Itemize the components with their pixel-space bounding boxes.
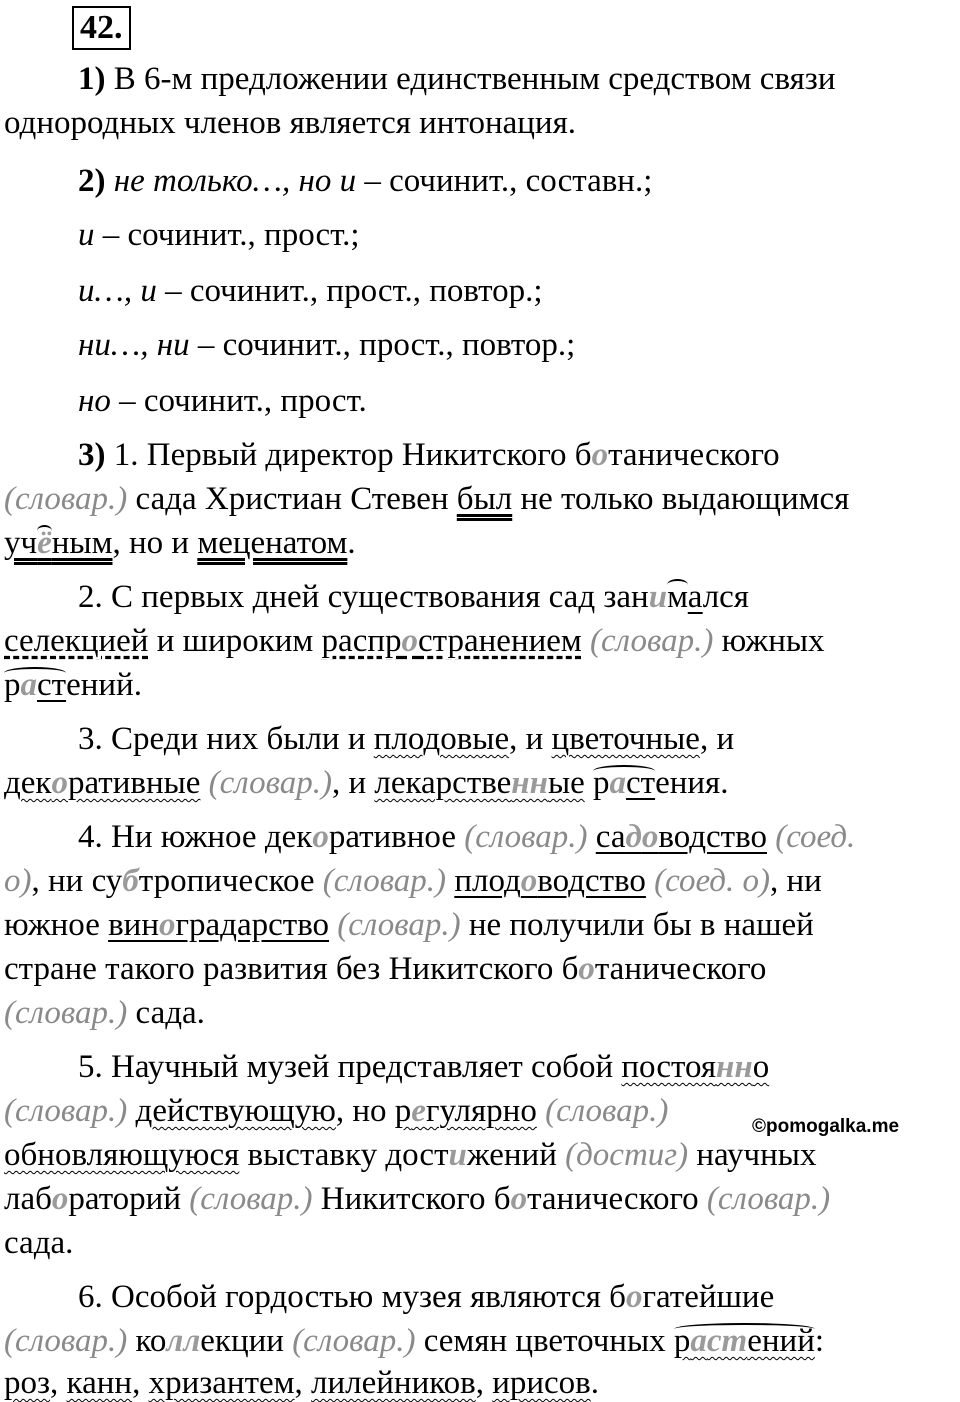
- word-part: ые: [547, 765, 585, 801]
- orthogram: и: [448, 1137, 467, 1173]
- p1-line1: [78, 60, 835, 98]
- list-item: канн: [66, 1365, 133, 1401]
- list-item: роз: [4, 1365, 51, 1401]
- s1-text-b: танического: [608, 437, 780, 473]
- s2-line1: [78, 578, 749, 616]
- list-item: хризантем: [148, 1365, 295, 1401]
- orthogram: о: [159, 907, 176, 943]
- orthogram: о: [625, 1279, 643, 1315]
- p2-line1: [78, 162, 652, 200]
- s4-text-a: 4. Ни южное дек: [78, 819, 313, 855]
- attribute-word: обновляющуюся: [4, 1137, 240, 1173]
- word-part: ративные: [67, 765, 201, 801]
- s4-line5: [4, 994, 205, 1032]
- word-part: вин: [108, 907, 159, 943]
- s5-text-k: сада.: [4, 1225, 74, 1261]
- s3-line1: [78, 720, 734, 758]
- s5-line5: [4, 1224, 73, 1262]
- s4-line4: [4, 950, 766, 988]
- s5-text-j: Никитского б: [320, 1181, 511, 1217]
- orthogram: а: [690, 1323, 707, 1359]
- s4-line3: [4, 906, 814, 944]
- p2-line2: [78, 216, 360, 254]
- orthogram: е: [411, 1093, 426, 1129]
- s4-text-h: не получили бы в нашей: [468, 907, 814, 943]
- s2-text-e: лся: [702, 579, 749, 615]
- task-number: 42.: [72, 6, 131, 50]
- s4-text-j: сада.: [135, 995, 205, 1031]
- word-part: р: [593, 765, 610, 801]
- dict-note: (словар.): [545, 1093, 669, 1129]
- s5-text-a: 5. Научный музей представляет собой: [78, 1049, 614, 1085]
- dict-note: (словар.): [292, 1323, 416, 1359]
- orthogram: о: [510, 1181, 528, 1217]
- s6-text-a: 6. Особой гордостью музея являются б: [78, 1279, 626, 1315]
- word-part: лаб: [4, 1181, 52, 1217]
- dict-note: (словар.): [322, 863, 447, 899]
- conj-3: и…, и: [78, 273, 157, 309]
- orthogram: д: [625, 819, 642, 855]
- word-part: р: [4, 667, 21, 703]
- dict-note: (словар.): [4, 481, 128, 517]
- s3-text-e: , и: [699, 721, 735, 757]
- dict-note: (словар.): [464, 819, 588, 855]
- word-part: о: [752, 1049, 770, 1085]
- attribute-word: плодовые: [373, 721, 510, 757]
- conj-5: но: [78, 383, 111, 419]
- s2-text-g: и широким: [156, 623, 314, 659]
- word-part: ко: [135, 1323, 167, 1359]
- dostig-note: (достиг): [565, 1137, 689, 1173]
- desc-1: – сочинит., составн.;: [364, 163, 653, 199]
- word-part: ений.: [66, 667, 142, 703]
- word-part: ения.: [655, 765, 729, 801]
- s1-line3: [4, 524, 356, 562]
- orthogram: а: [609, 765, 627, 801]
- dict-note: (словар.): [4, 1323, 128, 1359]
- object-word: селекцией: [4, 623, 149, 659]
- orthogram: о: [578, 951, 595, 987]
- s4-line1: [78, 818, 855, 856]
- s6-line3: роз, канн, хризантем, лилейников, ирисов.: [4, 1365, 600, 1401]
- root-letter: м: [667, 579, 688, 615]
- word-part: ным: [51, 525, 113, 561]
- p3-num: 3): [78, 437, 106, 473]
- s3-text-a: 3. Среди них были и: [78, 721, 366, 757]
- p1-text1: В 6-м предложении единственным средством связи: [113, 61, 836, 97]
- s5-line3: [4, 1136, 816, 1174]
- word-part: постоя: [621, 1049, 717, 1085]
- conj-2: и: [78, 217, 95, 253]
- orthogram: а: [20, 667, 37, 703]
- s6-text-c: семян цветочных: [423, 1323, 666, 1359]
- s6-line1: [78, 1278, 774, 1316]
- conj-1: не только…, но и: [113, 163, 357, 199]
- desc-4: – сочинит., прост., повтор.;: [197, 327, 576, 363]
- orthogram: ст: [706, 1323, 748, 1359]
- p1-num: 1): [78, 61, 106, 97]
- s5-text-h: научных: [696, 1137, 817, 1173]
- p1-text2: однородных членов является интонация.: [4, 105, 577, 141]
- p1-line2: [4, 104, 576, 142]
- s1-orthogram: о: [591, 437, 609, 473]
- s1-text-c: сада Христиан Стевен: [135, 481, 449, 517]
- s4-text-c: , ни су: [31, 863, 123, 899]
- s6-line2: [4, 1322, 824, 1360]
- s5-text-g: выставку дост: [247, 1137, 449, 1173]
- orthogram: о: [51, 765, 68, 801]
- p2-line3: [78, 272, 543, 310]
- s2-text-i: южных: [721, 623, 825, 659]
- word-part: тропическое: [138, 863, 315, 899]
- word-part: р: [394, 1093, 412, 1129]
- orthogram: о: [641, 819, 659, 855]
- dict-note: (словар.): [706, 1181, 831, 1217]
- suffix-letter: а: [687, 579, 703, 615]
- orthogram: о: [401, 623, 419, 659]
- dict-note: (словар.): [4, 1093, 128, 1129]
- word-part: водство: [658, 819, 767, 855]
- orthogram: нн: [716, 1049, 753, 1085]
- orthogram: лл: [166, 1323, 201, 1359]
- word-part: раторий: [68, 1181, 182, 1217]
- word-part: распр: [321, 623, 402, 659]
- soed-note: о): [4, 863, 32, 899]
- s2-line3: [4, 666, 142, 704]
- s2-text-a: 2. С первых дней существования сад зан: [78, 579, 649, 615]
- desc-3: – сочинит., прост., повтор.;: [165, 273, 543, 309]
- s1-text-a: 1. Первый директор Никитского б: [113, 437, 592, 473]
- word-part: р: [673, 1323, 691, 1359]
- s2-line2: [4, 622, 825, 660]
- p2-line4: [78, 326, 575, 364]
- attribute-word: цветочные: [551, 721, 700, 757]
- word-part: жений: [466, 1137, 557, 1173]
- word-part: ст: [626, 765, 656, 801]
- s3-text-c: , и: [509, 721, 544, 757]
- s1-text-e: не только выдающимся: [520, 481, 850, 517]
- word-part: танического: [527, 1181, 699, 1217]
- word-part: екции: [200, 1323, 284, 1359]
- orthogram: о: [312, 819, 329, 855]
- soed-note: (соед.: [775, 819, 856, 855]
- colon: :: [814, 1323, 825, 1359]
- list-item: ирисов: [492, 1365, 591, 1401]
- dict-note: (словар.): [4, 995, 128, 1031]
- s4-line2: [4, 862, 822, 900]
- s5-line2: [4, 1092, 668, 1130]
- p2-num: 2): [78, 163, 106, 199]
- word-part: гатейшие: [642, 1279, 775, 1315]
- list-item: лилейников: [311, 1365, 476, 1401]
- s1-text-g: , но и: [112, 525, 190, 561]
- word-part: плод: [454, 863, 521, 899]
- orthogram: нн: [511, 765, 548, 801]
- s4-text-i: стране такого развития без Никитского б: [4, 951, 579, 987]
- orthogram: о: [520, 863, 538, 899]
- dict-note: (словар.): [189, 1181, 313, 1217]
- s4-text-e: , ни: [769, 863, 822, 899]
- p2-line5: [78, 382, 367, 420]
- dict-note: (словар.): [590, 623, 714, 659]
- soed-note: (соед. о): [654, 863, 770, 899]
- orthogram: б: [122, 863, 139, 899]
- word-part: танического: [594, 951, 767, 987]
- word-part: гулярно: [425, 1093, 537, 1129]
- word-part: лекарстве: [374, 765, 512, 801]
- word-part: ст: [37, 667, 67, 703]
- desc-5: – сочинит., прост.: [119, 383, 367, 419]
- orthogram: и: [648, 579, 668, 615]
- attribute-word: действующую: [135, 1093, 336, 1129]
- dict-note: (словар.): [337, 907, 461, 943]
- desc-2: – сочинит., прост.;: [102, 217, 360, 253]
- s4-text-f: южное: [4, 907, 100, 943]
- s1-line1: [78, 436, 780, 474]
- watermark: ©pomogalka.me: [752, 1116, 900, 1137]
- word-part: ений: [747, 1323, 815, 1359]
- dict-note: (словар.): [208, 765, 332, 801]
- predicate-word: меценатом: [197, 525, 348, 561]
- orthogram: о: [51, 1181, 69, 1217]
- word-part: са: [595, 819, 626, 855]
- s5-line4: [4, 1180, 830, 1218]
- word-part: дек: [4, 765, 52, 801]
- word-part: ративное: [328, 819, 456, 855]
- conj-4: ни…, ни: [78, 327, 190, 363]
- predicate-word: был: [456, 481, 513, 517]
- s3-text-g: , и: [331, 765, 367, 801]
- word-part: градарство: [175, 907, 330, 943]
- s1-line2: [4, 480, 849, 518]
- s5-line1: [78, 1048, 769, 1086]
- s3-line2: [4, 764, 729, 802]
- word-part: странением: [418, 623, 582, 659]
- s1-end: .: [347, 525, 356, 561]
- word-part: водство: [537, 863, 646, 899]
- s5-text-d: , но: [335, 1093, 387, 1129]
- word-part: уч: [4, 525, 38, 561]
- orthogram-yo: ё: [37, 525, 52, 561]
